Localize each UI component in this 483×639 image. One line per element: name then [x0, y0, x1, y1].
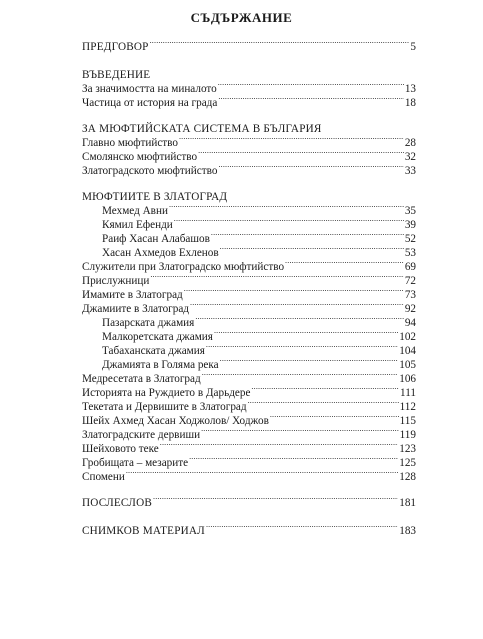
toc-entry-label: Мехмед Авни	[102, 205, 168, 217]
toc-entry-page: 69	[404, 261, 416, 273]
toc-entry-label: Джамиите в Златоград	[82, 303, 190, 315]
toc-entry-label: ВЪВЕДЕНИЕ	[82, 69, 151, 81]
toc-entry-afterword[interactable]	[82, 492, 416, 510]
toc-leader-dots	[251, 382, 399, 396]
toc-entry-page: 102	[399, 331, 416, 343]
toc-entry-label: Спомени	[82, 471, 125, 483]
toc-leader-dots	[189, 452, 398, 466]
toc-leader-dots	[220, 242, 404, 256]
toc-leader-dots	[206, 520, 398, 534]
toc-entry-label: Шейховото теке	[82, 443, 159, 455]
toc-entry-page: 5	[410, 41, 416, 53]
toc-entry-photo-material[interactable]	[82, 520, 416, 538]
toc-entry-page: 28	[404, 137, 416, 149]
toc-entry[interactable]	[82, 466, 416, 484]
toc-leader-dots	[218, 160, 403, 174]
toc-leader-dots	[184, 284, 404, 298]
toc-entry-page: 53	[404, 247, 416, 259]
toc-entry-page: 111	[400, 387, 416, 399]
toc-entry-label: Шейх Ахмед Хасан Ходжолов/ Ходжов	[82, 415, 269, 427]
toc-entry-label: Гробищата – мезарите	[82, 457, 189, 469]
toc-entry-label: Главно мюфтийство	[82, 137, 178, 149]
toc-entry-page: 18	[404, 97, 416, 109]
toc-entry-label: Табаханската джамия	[102, 345, 205, 357]
toc-entry-label: Раиф Хасан Алабашов	[102, 233, 210, 245]
toc-entry-label: Служители при Златоградско мюфтийство	[82, 261, 285, 273]
toc-entry-page: 13	[404, 83, 416, 95]
toc-entry-page: 105	[399, 359, 416, 371]
toc-entry-page: 33	[404, 165, 416, 177]
toc-leader-dots	[201, 424, 399, 438]
toc-leader-dots	[150, 36, 410, 50]
toc-entry-label: СНИМКОВ МАТЕРИАЛ	[82, 525, 205, 537]
toc-leader-dots	[160, 438, 398, 452]
toc-entry-label: ЗА МЮФТИЙСКАТА СИСТЕМА В БЪЛГАРИЯ	[82, 123, 322, 135]
toc-entry-label: Частица от история на града	[82, 97, 218, 109]
toc-leader-dots	[126, 466, 398, 480]
toc-leader-dots	[153, 492, 398, 506]
toc-entry[interactable]	[82, 160, 416, 178]
toc-leader-dots	[214, 326, 398, 340]
toc-leader-dots	[218, 92, 403, 106]
toc-entry-label: За значимостта на миналото	[82, 83, 217, 95]
toc-entry-page: 112	[399, 401, 416, 413]
toc-leader-dots	[190, 298, 404, 312]
toc-entry-page: 35	[404, 205, 416, 217]
toc-entry-label: Прислужници	[82, 275, 150, 287]
toc-entry-page: 39	[404, 219, 416, 231]
toc-entry-preface[interactable]	[82, 36, 416, 54]
toc-leader-dots	[202, 368, 399, 382]
toc-entry-page: 123	[399, 443, 416, 455]
toc-entry-label: Златоградското мюфтийство	[82, 165, 218, 177]
toc-leader-dots	[179, 132, 404, 146]
toc-entry-page: 32	[404, 151, 416, 163]
toc-entry-label: ПОСЛЕСЛОВ	[82, 497, 153, 509]
toc-entry-label: Хасан Ахмедов Ехленов	[102, 247, 219, 259]
toc-entry-label: Историята на Руждието в Дарьдере	[82, 387, 251, 399]
page-title: СЪДЪРЖАНИЕ	[190, 10, 293, 25]
toc-entry-page: 183	[399, 525, 416, 537]
toc-entry-label: Кямил Ефенди	[102, 219, 173, 231]
toc-entry-page: 125	[399, 457, 416, 469]
toc-leader-dots	[195, 312, 403, 326]
toc-leader-dots	[218, 78, 404, 92]
toc-entry[interactable]	[82, 92, 416, 110]
toc-leader-dots	[174, 214, 404, 228]
toc-leader-dots	[150, 270, 403, 284]
toc-entry-label: Златоградските дервиши	[82, 429, 201, 441]
toc-entry-page: 119	[399, 429, 416, 441]
toc-entry-page: 73	[404, 289, 416, 301]
toc-entry-label: Смолянско мюфтийство	[82, 151, 198, 163]
toc-entry-page: 115	[399, 415, 416, 427]
toc-entry-label: Текетата и Дервишите в Златоград	[82, 401, 247, 413]
toc-leader-dots	[211, 228, 404, 242]
toc-entry-label: Имамите в Златоград	[82, 289, 183, 301]
toc-entry-page: 52	[404, 233, 416, 245]
toc-leader-dots	[248, 396, 399, 410]
toc-entry-page: 181	[399, 497, 416, 509]
toc-entry-page: 72	[404, 275, 416, 287]
toc-leader-dots	[285, 256, 404, 270]
toc-leader-dots	[198, 146, 404, 160]
toc-entry-label: Медресетата в Златоград	[82, 373, 201, 385]
toc-entry-page: 104	[399, 345, 416, 357]
toc-entry-label: Малкоретската джамия	[102, 331, 213, 343]
toc-entry-label: МЮФТИИТЕ В ЗЛАТОГРАД	[82, 191, 228, 203]
toc-entry-label: ПРЕДГОВОР	[82, 41, 149, 53]
toc-entry-label: Джамията в Голяма река	[102, 359, 219, 371]
toc-leader-dots	[270, 410, 399, 424]
toc-entry-page: 94	[404, 317, 416, 329]
toc-entry-label: Пазарската джамия	[102, 317, 195, 329]
toc-entry-page: 92	[404, 303, 416, 315]
toc-leader-dots	[169, 200, 404, 214]
toc-leader-dots	[206, 340, 398, 354]
toc-leader-dots	[220, 354, 399, 368]
toc-entry-page: 106	[399, 373, 416, 385]
toc-entry-page: 128	[399, 471, 416, 483]
